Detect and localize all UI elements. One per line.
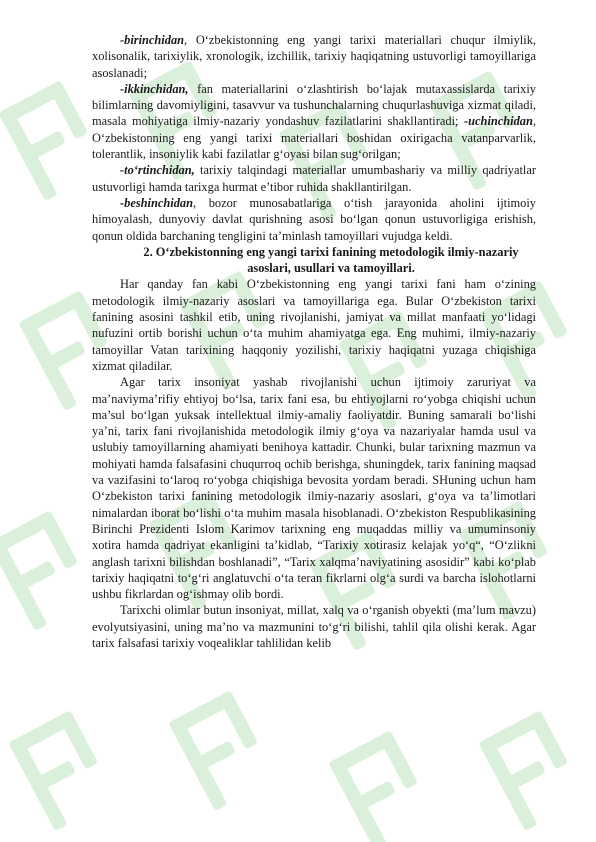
watermark-stroke [8, 736, 67, 831]
enumeration-lead: -ikkinchidan, [120, 81, 189, 96]
watermark-stroke [189, 740, 236, 774]
enumeration-lead: -to‘rtinchidan, [120, 163, 195, 178]
watermark-mark [328, 730, 441, 842]
watermark-stroke [0, 515, 48, 556]
watermark-mark [168, 690, 281, 820]
paragraph-text: fan materiallarini o‘zlashtirish bo‘lajak mutaxassislarda tarixiy bilimlarning davomiyligini, tasavvur va tushunchalarning chuqurlashuviga xizmat qiladi, masala mohiyatiga ilmiy-nazariy yondashuv fazilatlarini shakllantiradi; [92, 81, 536, 129]
watermark-stroke [0, 536, 48, 631]
paragraph-ikkinchidan [92, 81, 536, 162]
watermark-stroke [19, 130, 66, 164]
enumeration-lead: -beshinchidan [120, 195, 193, 210]
watermark-stroke [29, 760, 76, 794]
paragraph-beshinchidan [92, 195, 536, 244]
paragraph-birinchidan [92, 32, 536, 81]
watermark-stroke [38, 510, 79, 570]
watermark-stroke [528, 710, 569, 770]
body-paragraph: Tarixchi olimlar butun insoniyat, millat, xalq va o‘rganish obyekti (ma’lum mavzu) evolyutsiyasini, uning ma’no va mazmunini to‘g‘ri bilishi, tahlil qila olishi kerak. Agar tarix falsafasi tarixiy voqealiklar tahlilidan kelib [92, 603, 536, 650]
watermark-mark [478, 710, 591, 840]
watermark-stroke [478, 715, 538, 756]
watermark-stroke [499, 760, 546, 794]
watermark-stroke [48, 80, 89, 140]
watermark-stroke [328, 756, 387, 842]
watermark-mark [0, 510, 102, 640]
watermark-stroke [39, 340, 86, 374]
watermark-stroke [328, 735, 388, 776]
paragraph-text: tarixiy talqindagi materiallar umumbashariy va milliy qadriyatlar ustuvorligi hamda tarixga hurmat e’tibor ruhida shakllantirilgan. [92, 163, 536, 194]
paragraph-tortinchidan [92, 162, 536, 195]
watermark-stroke [8, 715, 68, 756]
watermark-stroke [218, 690, 259, 750]
document-page [92, 32, 536, 651]
watermark-stroke [378, 730, 419, 790]
watermark-stroke [18, 316, 77, 411]
watermark-mark [8, 710, 121, 840]
enumeration-lead: -birinchidan [120, 33, 185, 47]
watermark-stroke [0, 106, 58, 201]
watermark-stroke [168, 716, 227, 811]
body-paragraph: Har qanday fan kabi O‘zbekistonning eng yangi tarixi fani ham o‘zining metodologik ilmiy-nazariy asoslari va tamoyillariga ega. Bular O‘zbekiston tarixi fanining asosini tashkil etib, uning rivojlanishi, jamiyat va millat manfaati yo‘lidagi nufuzini ortib borishi uchun o‘ta muhim ahamiyatga ega. Eng muhimi, ilmiy-nazariy tamoyillar Vatan tarixining haqqoniy yozilishi, tarixiy haqiqatni yuzaga chiqishiga xizmat qiladilar. [92, 277, 536, 373]
watermark-stroke [18, 295, 78, 336]
section-heading: 2. O‘zbekistonning eng yangi tarixi fanining metodologik ilmiy-nazariy asoslari, usullari va tamoyillari. [143, 244, 519, 276]
watermark-stroke [9, 560, 56, 594]
paragraph-text: , O‘zbekistonning eng yangi tarixi materiallari chuqur ilmiylik, xolisonalik, tarixiylik, xronologik, izchillik, tarixiy haqiqatning ustuvorligi tamoyillariga asoslanadi; [92, 33, 536, 80]
watermark-stroke [168, 695, 228, 736]
watermark-stroke [349, 780, 396, 814]
enumeration-lead: -uchinchidan [464, 114, 533, 129]
paragraph-text: , bozor munosabatlariga o‘tish jarayonida aholini ijtimoiy himoyalash, dunyoviy davlat qurishning asosi bo‘lgan qonun ustuvorligiga erishish, qonun oldida barchaning tengligini ta’minlash tamoyillari vujudga keldi. [92, 195, 536, 243]
body-paragraph: Agar tarix insoniyat yashab rivojlanishi uchun ijtimoiy zaruriyat va ma’naviyma’rifiy ehtiyoj bo‘lsa, tarix fani esa, bu ehtiyojlarni ro‘yobga chiqishi uchun ma’sul bo‘lgan yuksak intellektual ilmiy-amaliy faoliyatdir. Buning samarali bo‘lishi ya’ni, tarix fani rivojlanishida metodologik ilmiy g‘oya va nazariyalar hamda usul va uslubiy tamoyillarning ahamiyati benihoya kattadir. Chunki, bular tarixning mazmun va mohiyati hamda falsafasini chuqurroq ochib berishga, shuningdek, tarix fanining maqsad va vazifasini to‘laroq ro‘yobga chiqishiga bevosita yordam beradi. SHuning uchun ham O‘zbekiston tarixi fanining metodologik ilmiy-nazariy asoslari, g‘oya va ta’limotlari nimalardan iborat bo‘lishi o‘ta muhim masala hisoblanadi. O‘zbekiston Respublikasining Birinchi Prezidenti Islom Karimov tarixning eng muqaddas milliy va umuminsoniy xotira hamda qadriyat ekanligini ta’kidlab, “Tarixiy xotirasiz kelajak yo‘q“, “O‘zlikni anglash tarixni bilishdan boshlanadi”, “Tarix xalqma’naviyatining asosidir” kabi ko‘plab tarixiy haqiqatni to‘g‘ri anglatuvchi o‘ta teran fikrlarni olg‘a surdi va barcha islohotlarni ushbu fikrlardan og‘ishmay olib bordi. [92, 375, 536, 602]
paragraph-text: , O‘zbekistonning eng yangi tarixi materiallari boshidan oxirigacha vatanparvarlik, tolerantlik, insoniylik kabi fazilatlar g‘oyasi bilan sug‘orilgan; [92, 114, 536, 162]
watermark-stroke [0, 85, 58, 126]
watermark-stroke [58, 710, 99, 770]
watermark-stroke [478, 736, 537, 831]
